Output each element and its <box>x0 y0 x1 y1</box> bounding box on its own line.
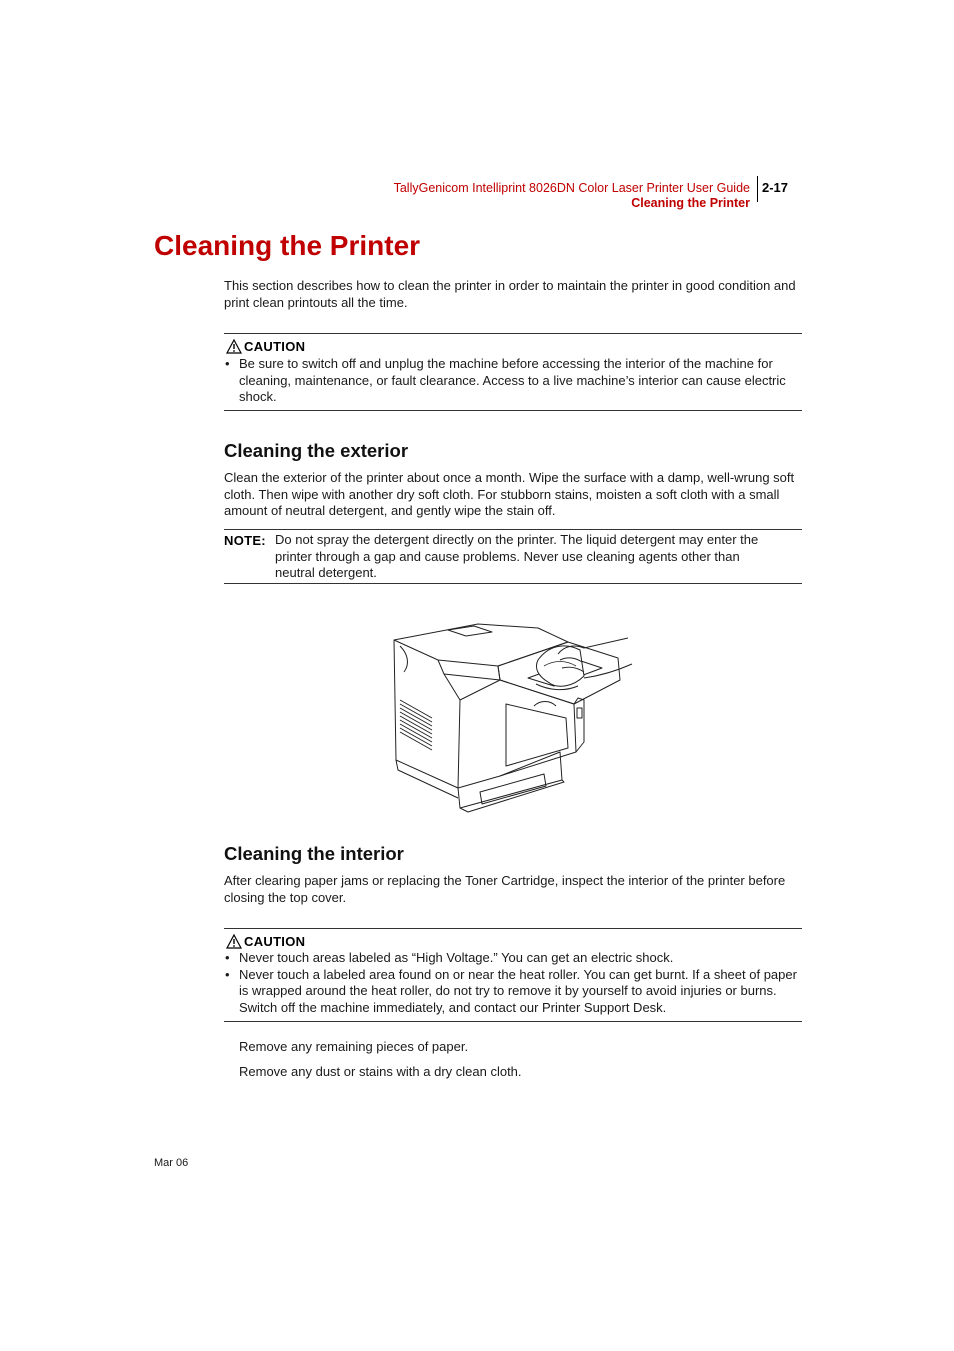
caution-box-2 <box>224 928 802 1022</box>
note-label: NOTE: <box>224 533 266 548</box>
caution-item: • Be sure to switch off and unplug the machine before accessing the interior of the machine for cleaning, maintenance, or fault clearance. Access to a live machine’s interior can cause electric shock. <box>224 356 802 406</box>
caution-box-1 <box>224 333 802 411</box>
exterior-paragraph: Clean the exterior of the printer about once a month. Wipe the surface with a damp, well-wrung soft cloth. Then wipe with another dry soft cloth. For stubborn stains, moisten a soft cloth with a small amount of neutral detergent, and gently wipe the stain off. <box>224 470 795 518</box>
step-item: Remove any dust or stains with a dry clean cloth. <box>239 1064 522 1079</box>
printer-cleaning-illustration <box>388 620 638 816</box>
warning-icon <box>226 339 242 354</box>
caution-list-1 <box>224 356 802 406</box>
header-section-title: Cleaning the Printer <box>631 196 750 210</box>
header-divider <box>757 176 758 202</box>
caution-item: • Never touch areas labeled as “High Voltage.” You can get an electric shock. <box>224 950 802 967</box>
interior-paragraph: After clearing paper jams or replacing the Toner Cartridge, inspect the interior of the printer before closing the top cover. <box>224 873 786 905</box>
step-item: Remove any remaining pieces of paper. <box>239 1039 469 1054</box>
note-text: Do not spray the detergent directly on the printer. The liquid detergent may enter the printer through a gap and cause problems. Never use cleaning agents other than neutral detergent. <box>275 532 759 580</box>
warning-icon <box>226 934 242 949</box>
heading-cleaning-exterior: Cleaning the exterior <box>224 440 409 461</box>
page-number: 2-17 <box>762 180 789 195</box>
page-title: Cleaning the Printer <box>154 230 421 261</box>
caution-item: • Never touch a labeled area found on or near the heat roller. You can get burnt. If a sheet of paper is wrapped around the heat roller, do not try to remove it by yourself to avoid injuries or burns. Switch off the machine immediately, and contact our Printer Support Desk. <box>224 967 802 1017</box>
intro-paragraph: This section describes how to clean the printer in order to maintain the printer in good condition and print clean printouts all the time. <box>224 278 796 310</box>
header-guide-title: TallyGenicom Intelliprint 8026DN Color Laser Printer User Guide <box>393 181 750 195</box>
note-box <box>224 529 802 584</box>
heading-cleaning-interior: Cleaning the interior <box>224 843 404 864</box>
caution-heading-2 <box>226 934 305 949</box>
footer-date: Mar 06 <box>154 1157 189 1169</box>
caution-heading-1 <box>226 339 305 354</box>
caution-label: CAUTION <box>244 934 306 949</box>
caution-label: CAUTION <box>244 339 306 354</box>
caution-list-2 <box>224 950 802 1016</box>
